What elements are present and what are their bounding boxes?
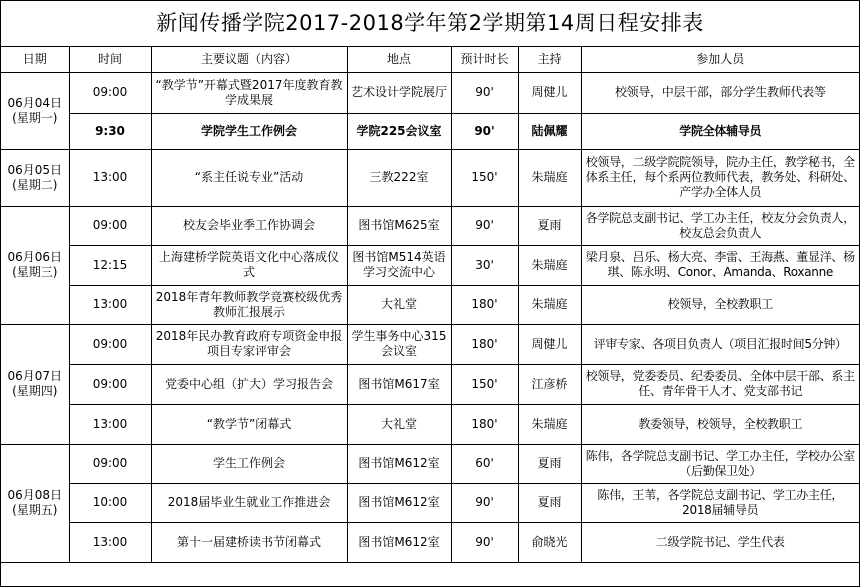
- topic-cell: “系主任说专业”活动: [151, 149, 347, 206]
- time-cell: 13:00: [69, 404, 151, 444]
- attendees-cell: 各学院总支副书记、学工办主任，校友分会负责人，校友总会负责人: [581, 206, 859, 245]
- topic-cell: 第十一届建桥读书节闭幕式: [151, 522, 347, 562]
- location-cell: 三教222室: [347, 149, 451, 206]
- location-cell: 图书馆M612室: [347, 483, 451, 522]
- topic-cell: 党委中心组（扩大）学习报告会: [151, 364, 347, 404]
- date-cell: 06月05日 (星期二): [1, 149, 69, 206]
- table-row: [1, 113, 859, 149]
- time-cell: 09:00: [69, 444, 151, 483]
- location-cell: 图书馆M612室: [347, 444, 451, 483]
- duration-cell: 150': [451, 149, 518, 206]
- host-cell: 朱瑞庭: [518, 245, 581, 285]
- table-row: [1, 324, 859, 364]
- time-cell: 09:00: [69, 324, 151, 364]
- header-attendees: 参加人员: [581, 47, 859, 72]
- time-cell: 13:00: [69, 285, 151, 324]
- attendees-cell: 校领导，二级学院院领导，院办主任，教学秘书，全体系主任，每个系两位教师代表，教务处、科研处、产学办全体人员: [581, 149, 859, 206]
- date-cell: 06月06日 (星期三): [1, 206, 69, 324]
- duration-cell: 90': [451, 72, 518, 113]
- topic-cell: 学院学生工作例会: [151, 113, 347, 149]
- time-cell: 12:15: [69, 245, 151, 285]
- duration-cell: 180': [451, 324, 518, 364]
- attendees-cell: 校领导，中层干部，部分学生教师代表等: [581, 72, 859, 113]
- duration-cell: 180': [451, 285, 518, 324]
- table-row: [1, 444, 859, 483]
- host-cell: 朱瑞庭: [518, 285, 581, 324]
- host-cell: 俞晓光: [518, 522, 581, 562]
- header-topic: 主要议题（内容）: [151, 47, 347, 72]
- date-cell: 06月08日 (星期五): [1, 444, 69, 562]
- header-location: 地点: [347, 47, 451, 72]
- location-cell: 图书馆M625室: [347, 206, 451, 245]
- table-row: [1, 483, 859, 522]
- host-cell: 周健儿: [518, 324, 581, 364]
- attendees-cell: 评审专家、各项目负责人（项目汇报时间5分钟）: [581, 324, 859, 364]
- topic-cell: 上海建桥学院英语文化中心落成仪式: [151, 245, 347, 285]
- time-cell: 9:30: [69, 113, 151, 149]
- location-cell: 大礼堂: [347, 404, 451, 444]
- table-row: [1, 404, 859, 444]
- topic-cell: 校友会毕业季工作协调会: [151, 206, 347, 245]
- table-row: [1, 522, 859, 562]
- time-cell: 13:00: [69, 522, 151, 562]
- table-row: [1, 364, 859, 404]
- time-cell: 13:00: [69, 149, 151, 206]
- table-row: [1, 72, 859, 113]
- header-time: 时间: [69, 47, 151, 72]
- duration-cell: 30': [451, 245, 518, 285]
- host-cell: 周健儿: [518, 72, 581, 113]
- duration-cell: 150': [451, 364, 518, 404]
- duration-cell: 60': [451, 444, 518, 483]
- duration-cell: 90': [451, 113, 518, 149]
- host-cell: 江彦桥: [518, 364, 581, 404]
- table-row: [1, 245, 859, 285]
- location-cell: 学院225会议室: [347, 113, 451, 149]
- topic-cell: 2018届毕业生就业工作推进会: [151, 483, 347, 522]
- location-cell: 图书馆M612室: [347, 522, 451, 562]
- location-cell: 学生事务中心315会议室: [347, 324, 451, 364]
- attendees-cell: 梁月泉、吕乐、杨大亮、李雷、王海燕、董显洋、杨琪、陈永明、Conor、Amanda、Roxanne: [581, 245, 859, 285]
- host-cell: 陆佩耀: [518, 113, 581, 149]
- host-cell: 朱瑞庭: [518, 149, 581, 206]
- attendees-cell: 陈伟，王苇，各学院总支副书记、学工办主任，2018届辅导员: [581, 483, 859, 522]
- duration-cell: 90': [451, 483, 518, 522]
- time-cell: 10:00: [69, 483, 151, 522]
- host-cell: 夏雨: [518, 444, 581, 483]
- time-cell: 09:00: [69, 206, 151, 245]
- duration-cell: 90': [451, 522, 518, 562]
- schedule-body: [1, 72, 859, 562]
- time-cell: 09:00: [69, 72, 151, 113]
- location-cell: 大礼堂: [347, 285, 451, 324]
- location-cell: 图书馆M514英语学习交流中心: [347, 245, 451, 285]
- topic-cell: 2018年青年教师教学竞赛校级优秀教师汇报展示: [151, 285, 347, 324]
- location-cell: 图书馆M617室: [347, 364, 451, 404]
- attendees-cell: 教委领导，校领导，全校教职工: [581, 404, 859, 444]
- table-row: [1, 149, 859, 206]
- table-row: [1, 285, 859, 324]
- host-cell: 夏雨: [518, 206, 581, 245]
- schedule-table: [1, 47, 859, 563]
- duration-cell: 180': [451, 404, 518, 444]
- table-row: [1, 206, 859, 245]
- attendees-cell: 校领导，党委委员、纪委委员、全体中层干部、系主任、青年骨干人才、党支部书记: [581, 364, 859, 404]
- date-cell: 06月07日 (星期四): [1, 324, 69, 444]
- topic-cell: 学生工作例会: [151, 444, 347, 483]
- attendees-cell: 二级学院书记、学生代表: [581, 522, 859, 562]
- date-cell: 06月04日 (星期一): [1, 72, 69, 149]
- location-cell: 艺术设计学院展厅: [347, 72, 451, 113]
- attendees-cell: 校领导，全校教职工: [581, 285, 859, 324]
- topic-cell: “教学节”闭幕式: [151, 404, 347, 444]
- host-cell: 朱瑞庭: [518, 404, 581, 444]
- topic-cell: “教学节”开幕式暨2017年度教育教学成果展: [151, 72, 347, 113]
- header-duration: 预计时长: [451, 47, 518, 72]
- host-cell: 夏雨: [518, 483, 581, 522]
- header-row: [1, 47, 859, 72]
- header-host: 主持: [518, 47, 581, 72]
- duration-cell: 90': [451, 206, 518, 245]
- topic-cell: 2018年民办教育政府专项资金申报项目专家评审会: [151, 324, 347, 364]
- attendees-cell: 学院全体辅导员: [581, 113, 859, 149]
- time-cell: 09:00: [69, 364, 151, 404]
- page-title: 新闻传播学院2017-2018学年第2学期第14周日程安排表: [1, 1, 859, 47]
- header-date: 日期: [1, 47, 69, 72]
- attendees-cell: 陈伟，各学院总支副书记、学工办主任，学校办公室（后勤保卫处）: [581, 444, 859, 483]
